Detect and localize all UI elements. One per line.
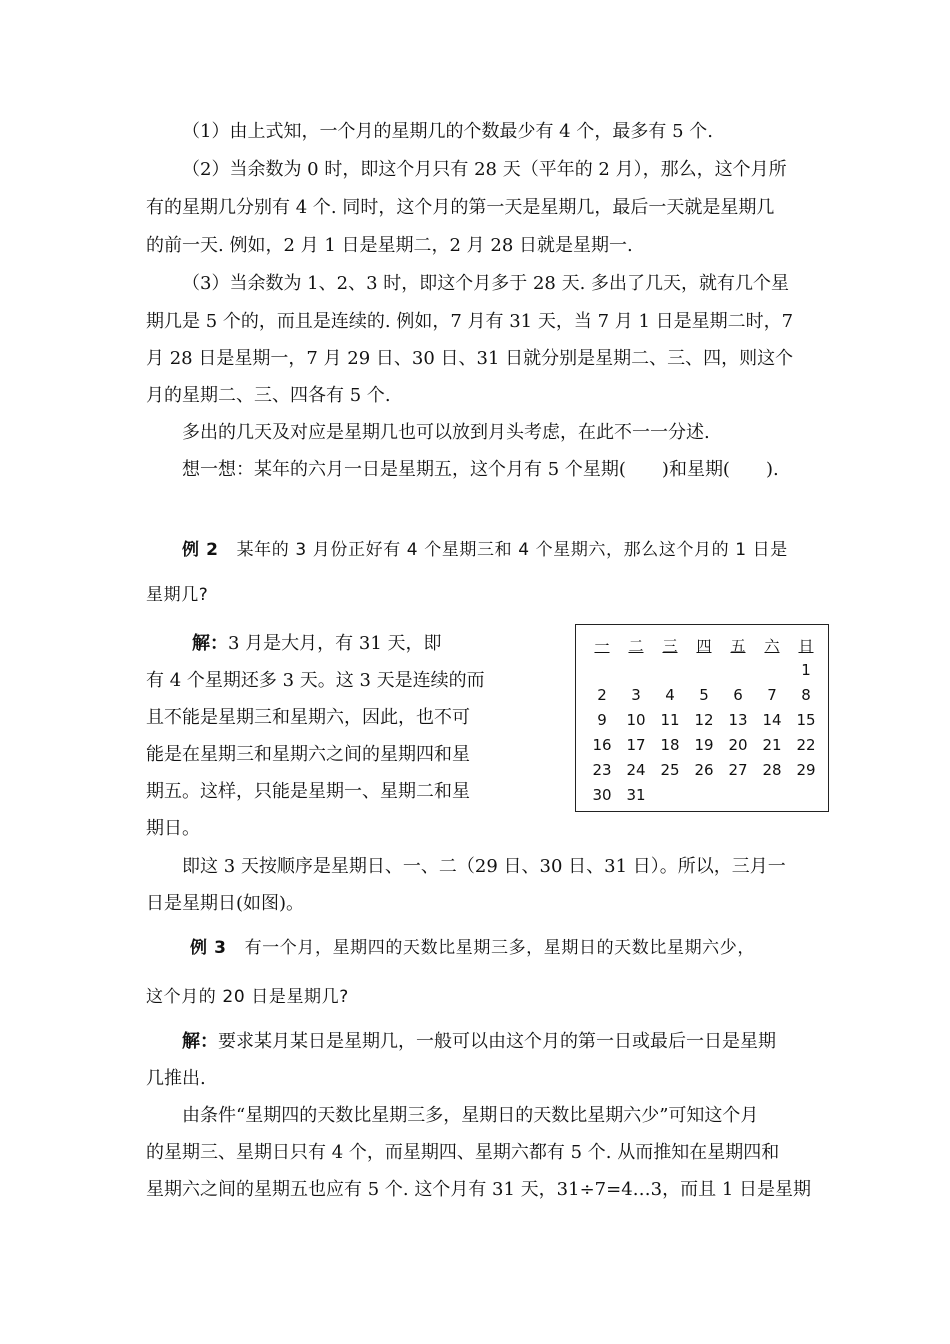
calendar-day-cell: 26 <box>694 760 714 779</box>
calendar-week-row <box>585 682 823 707</box>
calendar-day-cell: 23 <box>592 760 612 779</box>
example-3-question-text: 有一个月，星期四的天数比星期三多，星期日的天数比星期六少， <box>244 938 755 958</box>
calendar-day-cell: 3 <box>631 685 641 704</box>
calendar-day-cell <box>653 782 687 807</box>
example-2-solution-text: 3 月是大月，有 31 天，即 <box>228 633 442 654</box>
calendar-day-cell: 2 <box>597 685 607 704</box>
example-2-solution-line-8: 日是星期日(如图)。 <box>146 893 305 914</box>
calendar-day-cell <box>585 657 619 682</box>
calendar-day-cell <box>653 657 687 682</box>
calendar-header-sat: 六 <box>764 636 780 655</box>
calendar-day-cell: 9 <box>597 710 607 729</box>
paragraph-3-line-4: 月的星期二、三、四各有 5 个. <box>146 385 391 406</box>
paragraph-3-line-3: 月 28 日是星期一，7 月 29 日、30 日、31 日就分别是星期二、三、四，则这个 <box>146 348 794 369</box>
calendar-week-row <box>585 707 823 732</box>
calendar-header-wed: 三 <box>662 636 678 655</box>
calendar-day-cell: 21 <box>762 735 782 754</box>
example-2-solution-line-4: 能是在星期三和星期六之间的星期四和星 <box>146 744 470 765</box>
calendar-day-cell <box>755 657 789 682</box>
paragraph-4: 多出的几天及对应是星期几也可以放到月头考虑，在此不一一分述. <box>182 422 710 443</box>
example-3-solution-line-1 <box>182 1030 776 1054</box>
calendar-day-cell: 5 <box>699 685 709 704</box>
example-3-solution-label: 解： <box>182 1031 218 1052</box>
example-3-label: 例 3 <box>190 938 227 958</box>
example-2-solution-line-7: 即这 3 天按顺序是星期日、一、二（29 日、30 日、31 日）。所以，三月一 <box>182 856 786 877</box>
example-3-question-line-1 <box>190 936 755 960</box>
calendar-header-sun: 日 <box>798 636 814 655</box>
example-2-solution-line-6: 期日。 <box>146 818 200 839</box>
calendar-day-cell: 25 <box>660 760 680 779</box>
paragraph-3-line-2: 期几是 5 个的，而且是连续的. 例如，7 月有 31 天，当 7 月 1 日是星期二时，7 <box>146 311 794 332</box>
example-3-solution-line-4: 的星期三、星期日只有 4 个，而星期四、星期六都有 5 个. 从而推知在星期四和 <box>146 1142 780 1163</box>
example-3-solution-line-2: 几推出. <box>146 1068 206 1089</box>
calendar-day-cell: 13 <box>728 710 748 729</box>
calendar-day-cell <box>619 657 653 682</box>
example-2-question-line-1 <box>182 538 788 562</box>
calendar-day-cell: 28 <box>762 760 782 779</box>
example-2-question-line-2: 星期几? <box>146 585 209 605</box>
calendar-day-cell: 31 <box>626 785 646 804</box>
calendar-day-cell <box>721 657 755 682</box>
calendar-day-cell: 20 <box>728 735 748 754</box>
calendar-header-tue: 二 <box>628 636 644 655</box>
calendar-day-cell <box>789 782 823 807</box>
calendar-day-cell: 10 <box>626 710 646 729</box>
example-3-solution-line-5: 星期六之间的星期五也应有 5 个. 这个月有 31 天，31÷7=4…3，而且 1 日是星期 <box>146 1179 812 1200</box>
calendar-day-cell: 15 <box>796 710 816 729</box>
calendar-week-row <box>585 657 823 682</box>
calendar-day-cell: 19 <box>694 735 714 754</box>
calendar-day-cell: 11 <box>660 710 680 729</box>
example-2-solution-label: 解： <box>192 633 228 654</box>
calendar-day-cell: 14 <box>762 710 782 729</box>
calendar-day-cell: 16 <box>592 735 612 754</box>
calendar-day-cell <box>755 782 789 807</box>
calendar-week-row <box>585 757 823 782</box>
calendar-week-row <box>585 782 823 807</box>
example-2-solution-line-1 <box>192 632 442 656</box>
paragraph-2-line-2: 有的星期几分别有 4 个. 同时，这个月的第一天是星期几，最后一天就是星期几 <box>146 197 775 218</box>
example-2-label: 例 2 <box>182 540 219 560</box>
calendar-table <box>585 633 823 807</box>
calendar-day-cell: 22 <box>796 735 816 754</box>
calendar-header-thu: 四 <box>696 636 712 655</box>
calendar-header-mon: 一 <box>594 636 610 655</box>
calendar-header-row <box>585 633 823 657</box>
calendar-day-cell: 17 <box>626 735 646 754</box>
calendar-body <box>585 657 823 807</box>
march-calendar-figure <box>575 624 829 812</box>
paragraph-3-line-1: （3）当余数为 1、2、3 时，即这个月多于 28 天. 多出了几天，就有几个星 <box>182 273 790 294</box>
example-3-solution-line-3: 由条件“星期四的天数比星期三多，星期日的天数比星期六少”可知这个月 <box>182 1105 759 1126</box>
calendar-day-cell: 29 <box>796 760 816 779</box>
calendar-day-cell: 18 <box>660 735 680 754</box>
paragraph-1: （1）由上式知，一个月的星期几的个数最少有 4 个，最多有 5 个. <box>182 121 713 142</box>
calendar-day-cell: 6 <box>733 685 743 704</box>
example-2-question-text: 某年的 3 月份正好有 4 个星期三和 4 个星期六，那么这个月的 1 日是 <box>236 540 788 560</box>
calendar-week-row <box>585 732 823 757</box>
calendar-day-cell <box>687 782 721 807</box>
example-2-solution-line-2: 有 4 个星期还多 3 天。这 3 天是连续的而 <box>146 670 485 691</box>
example-2-solution-line-5: 期五。这样，只能是星期一、星期二和星 <box>146 781 470 802</box>
example-3-solution-text: 要求某月某日是星期几，一般可以由这个月的第一日或最后一日是星期 <box>218 1031 776 1052</box>
calendar-day-cell: 12 <box>694 710 714 729</box>
calendar-day-cell: 1 <box>801 660 811 679</box>
calendar-header-fri: 五 <box>730 636 746 655</box>
example-2-solution-line-3: 且不能是星期三和星期六，因此，也不可 <box>146 707 470 728</box>
calendar-day-cell: 8 <box>801 685 811 704</box>
calendar-day-cell <box>721 782 755 807</box>
calendar-day-cell: 4 <box>665 685 675 704</box>
paragraph-2-line-1: （2）当余数为 0 时，即这个月只有 28 天（平年的 2 月），那么，这个月所 <box>182 159 787 180</box>
calendar-day-cell: 27 <box>728 760 748 779</box>
calendar-day-cell: 24 <box>626 760 646 779</box>
think-question: 想一想：某年的六月一日是星期五，这个月有 5 个星期( )和星期( ). <box>182 459 779 480</box>
calendar-day-cell: 7 <box>767 685 777 704</box>
calendar-day-cell: 30 <box>592 785 612 804</box>
calendar-day-cell <box>687 657 721 682</box>
paragraph-2-line-3: 的前一天. 例如，2 月 1 日是星期二，2 月 28 日就是星期一. <box>146 235 633 256</box>
example-3-question-line-2: 这个月的 20 日是星期几? <box>146 987 349 1007</box>
